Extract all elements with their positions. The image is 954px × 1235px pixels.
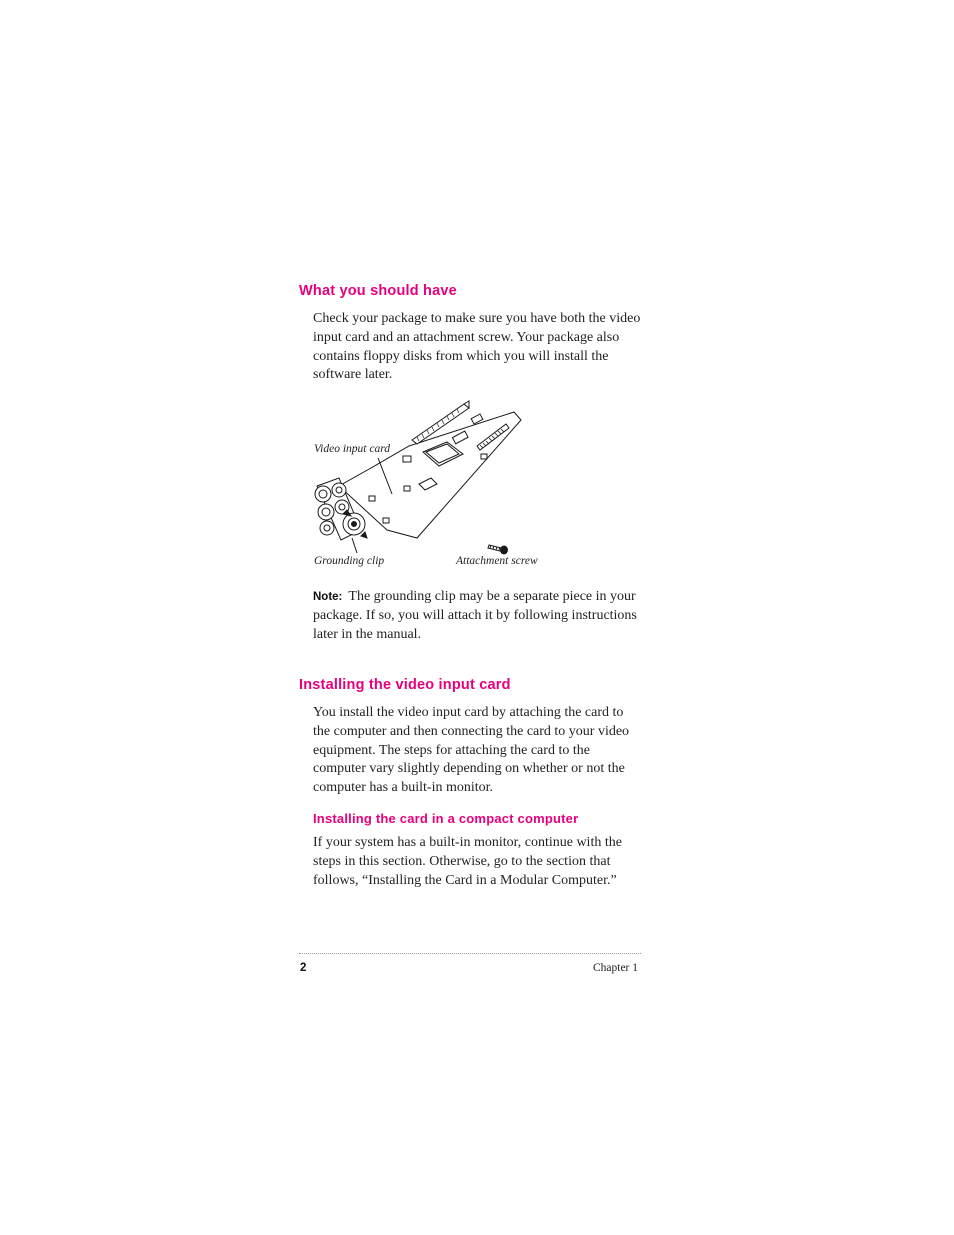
section-heading-what-you-should-have: What you should have	[299, 283, 457, 299]
card-drawing	[299, 390, 559, 580]
note-text: The grounding clip may be a separate piece in your package. If so, you will attach it by following instructions later in the manual.	[313, 589, 637, 642]
leader-clip	[352, 538, 357, 553]
intro-paragraph: Check your package to make sure you have both the video input card and an attachment screw. Your package also contains floppy disks from which you will install the software later.	[313, 311, 641, 383]
chapter-label: Chapter 1	[592, 962, 638, 974]
caption-video-input-card: Video input card	[314, 443, 391, 455]
note-paragraph	[313, 588, 641, 644]
compact-paragraph: If your system has a built-in monitor, continue with the steps in this section. Otherwise, go to the section that follows, “Installing the Card in a Modular Computer.”	[313, 835, 622, 888]
video-input-card-illustration	[299, 390, 559, 580]
footer-divider	[299, 953, 641, 954]
caption-attachment-screw: Attachment screw	[456, 555, 538, 567]
page-number: 2	[300, 962, 307, 974]
caption-grounding-clip: Grounding clip	[314, 555, 385, 567]
subsection-heading-compact: Installing the card in a compact computer	[313, 811, 579, 826]
section-heading-installing: Installing the video input card	[299, 677, 511, 693]
installing-paragraph: You install the video input card by attaching the card to the computer and then connecting the card to your video equipment. The steps for attaching the card to the computer vary slightly depending on whether or not the computer has a built-in monitor.	[313, 705, 630, 796]
attachment-screw-icon	[488, 545, 508, 554]
note-label: Note:	[313, 591, 343, 603]
